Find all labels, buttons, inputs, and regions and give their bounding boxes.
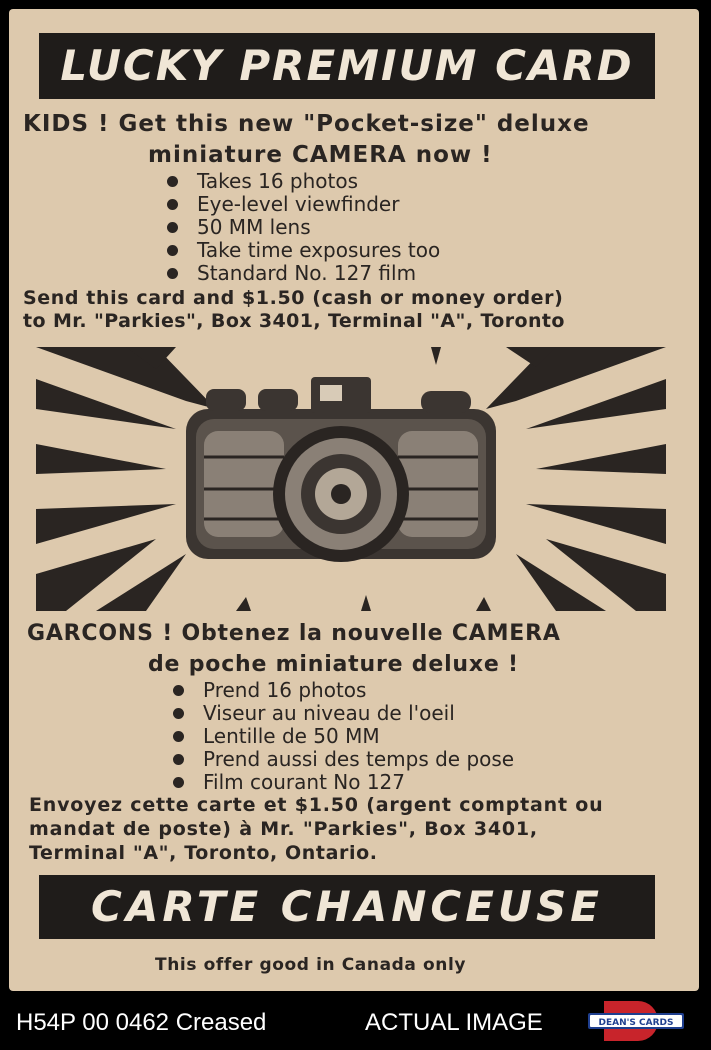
card-id-label: H54P 00 0462 Creased: [16, 1009, 267, 1036]
list-item: Viseur au niveau de l'oeil: [169, 702, 514, 725]
bottom-banner: CARTE CHANCEUSE: [39, 875, 655, 939]
list-item: Take time exposures too: [163, 239, 440, 262]
list-item: Prend aussi des temps de pose: [169, 748, 514, 771]
top-banner: LUCKY PREMIUM CARD: [39, 33, 655, 99]
premium-card: [9, 9, 699, 991]
french-headline-2: de poche miniature deluxe !: [148, 652, 519, 677]
logo-text: DEAN'S CARDS: [598, 1018, 674, 1028]
english-send-line-1: Send this card and $1.50 (cash or money order): [23, 287, 564, 309]
french-headline-1: GARCONS ! Obtenez la nouvelle CAMERA: [27, 621, 561, 646]
deans-cards-logo: [588, 999, 684, 1041]
french-send-line-3: Terminal "A", Toronto, Ontario.: [29, 842, 378, 864]
list-item: Film courant No 127: [169, 771, 514, 794]
french-send-line-1: Envoyez cette carte et $1.50 (argent comptant ou: [29, 794, 604, 816]
offer-note: This offer good in Canada only: [155, 955, 467, 975]
footer-bar: [0, 991, 711, 1050]
list-item: Lentille de 50 MM: [169, 725, 514, 748]
list-item: Prend 16 photos: [169, 679, 514, 702]
actual-image-label: ACTUAL IMAGE: [365, 1009, 543, 1036]
camera-illustration: [36, 339, 666, 611]
list-item: Standard No. 127 film: [163, 262, 440, 285]
english-feature-list: [163, 170, 440, 285]
french-feature-list: [169, 679, 514, 794]
english-headline-1: KIDS ! Get this new "Pocket-size" deluxe: [23, 111, 590, 137]
french-send-line-2: mandat de poste) à Mr. "Parkies", Box 3401,: [29, 818, 538, 840]
list-item: Takes 16 photos: [163, 170, 440, 193]
list-item: 50 MM lens: [163, 216, 440, 239]
english-send-line-2: to Mr. "Parkies", Box 3401, Terminal "A", Toronto: [23, 310, 565, 332]
list-item: Eye-level viewfinder: [163, 193, 440, 216]
english-headline-2: miniature CAMERA now !: [148, 142, 493, 168]
